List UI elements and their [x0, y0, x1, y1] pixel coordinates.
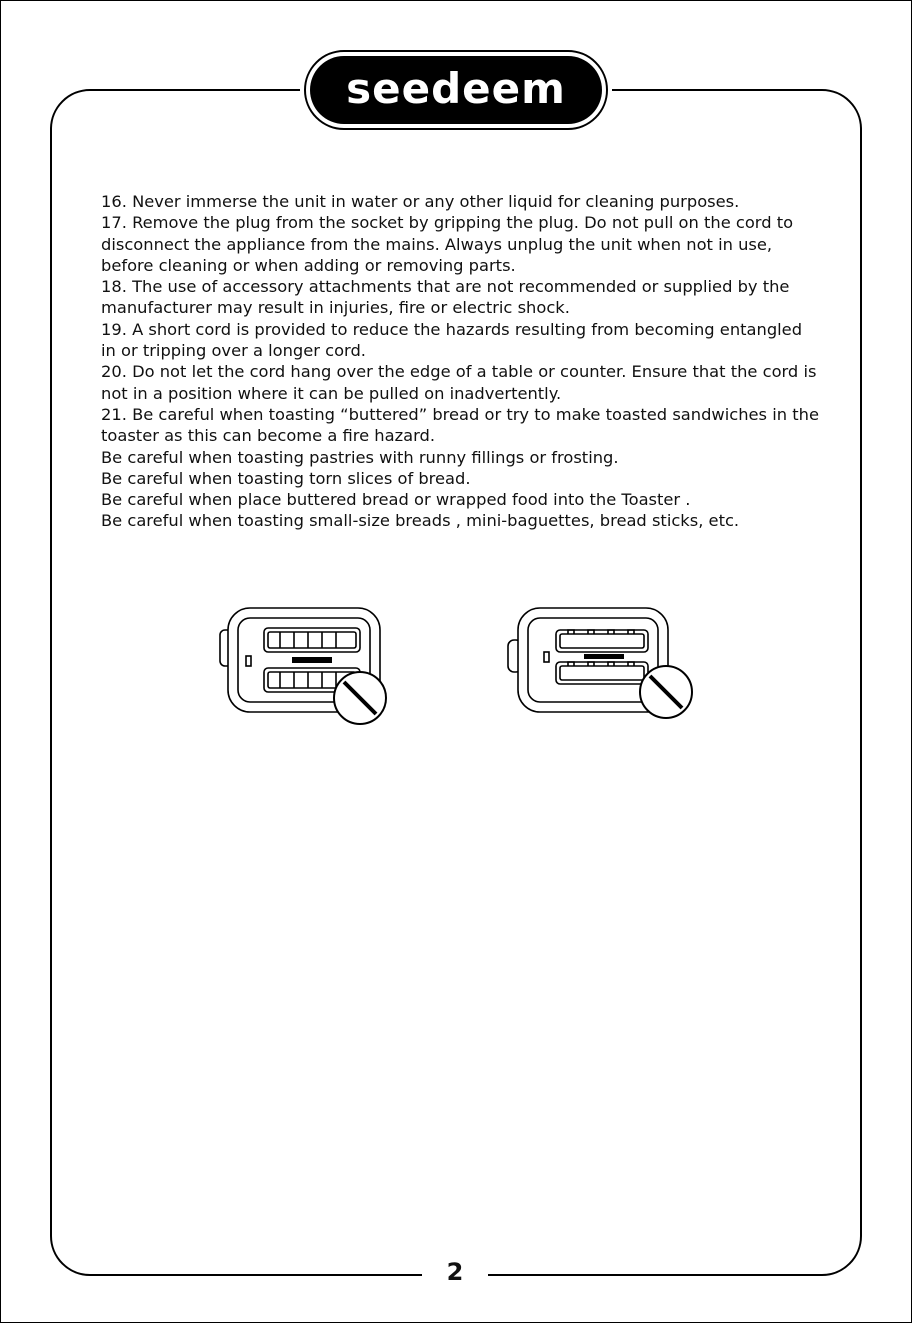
page-number: 2 — [446, 1258, 464, 1286]
toaster-prohibited-icon — [210, 600, 390, 730]
instructions-list — [101, 191, 821, 532]
instruction-item: 19. A short cord is provided to reduce the hazards resulting from becoming entangled in or tripping over a longer cord. — [101, 319, 803, 361]
instruction-item: Be careful when toasting small-size breads , mini-baguettes, bread sticks, etc. — [101, 511, 740, 531]
instruction-item: 20. Do not let the cord hang over the edge of a table or counter. Ensure that the cord is not in a position where it can be pulled on inadvertently. — [101, 362, 817, 403]
brand-logo-text: seedeem — [346, 63, 566, 113]
instruction-item: Be careful when place buttered bread or wrapped food into the Toaster . — [101, 490, 691, 510]
instruction-item: 21. Be careful when toasting “buttered” bread or try to make toasted sandwiches in the toaster as this can become a fire hazard. — [101, 404, 819, 446]
instruction-item: 16. Never immerse the unit in water or any other liquid for cleaning purposes. — [101, 192, 740, 211]
instruction-item: Be careful when toasting torn slices of bread. — [101, 468, 471, 488]
instruction-item: Be careful when toasting pastries with runny fillings or frosting. — [101, 447, 619, 467]
brand-logo — [310, 56, 602, 124]
toaster-prohibited-icon — [500, 600, 700, 730]
instruction-item: 17. Remove the plug from the socket by gripping the plug. Do not pull on the cord to disconnect the appliance from the mains. Always unplug the unit when not in use, before cleaning or when adding or removing parts. — [101, 213, 794, 275]
instruction-item: 18. The use of accessory attachments that are not recommended or supplied by the manufacturer may result in injuries, fire or electric shock. — [101, 277, 790, 318]
